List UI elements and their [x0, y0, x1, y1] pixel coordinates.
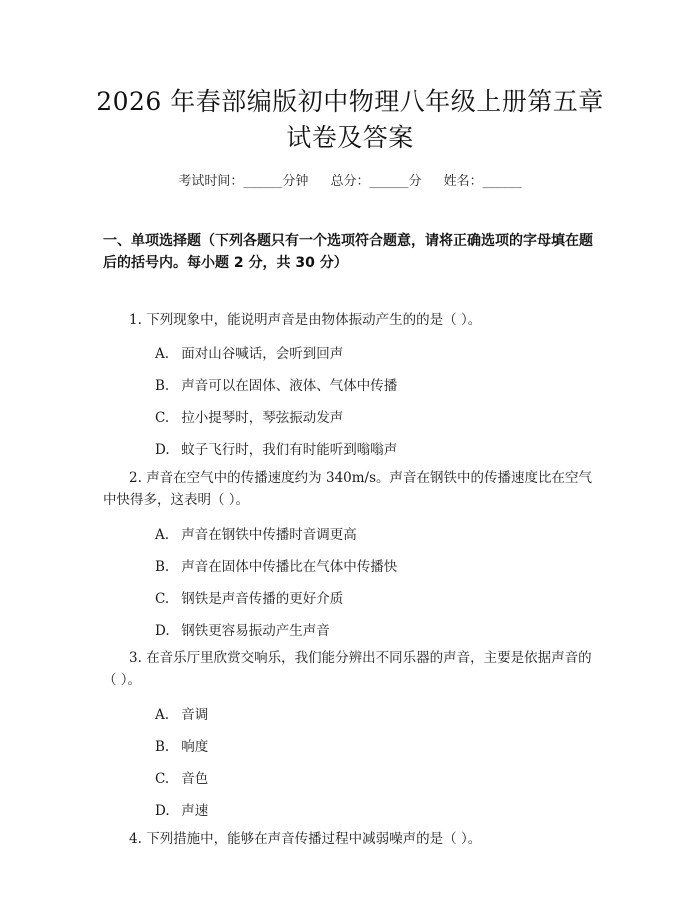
- option-1d: [155, 440, 397, 460]
- option-letter: D.: [155, 442, 170, 458]
- option-2c: [155, 589, 343, 609]
- option-text: 面对山谷喊话，会听到回声: [181, 346, 344, 362]
- question-text: 下列现象中，能说明声音是由物体振动产生的的是（ ）。: [146, 312, 482, 328]
- option-text: 蚊子飞行时，我们有时能听到嗡嗡声: [181, 442, 398, 458]
- option-letter: B.: [155, 378, 170, 394]
- option-3b: [155, 737, 208, 757]
- option-3c: [155, 769, 208, 789]
- question-2: [103, 467, 600, 511]
- question-3: [103, 647, 600, 691]
- option-letter: C.: [155, 410, 170, 426]
- option-letter: C.: [155, 591, 170, 607]
- question-4: [103, 828, 600, 850]
- option-text: 钢铁更容易振动产生声音: [181, 623, 330, 639]
- option-letter: A.: [155, 346, 170, 362]
- option-1b: [155, 376, 397, 396]
- option-1a: [155, 344, 343, 364]
- option-3d: [155, 801, 208, 821]
- name-field: 姓名：______: [443, 174, 522, 189]
- option-text: 拉小提琴时，琴弦振动发声: [181, 410, 344, 426]
- option-3a: [155, 705, 208, 725]
- option-text: 声音在固体中传播比在气体中传播快: [181, 559, 398, 575]
- option-letter: A.: [155, 527, 170, 543]
- question-text: 在音乐厅里欣赏交响乐，我们能分辨出不同乐器的声音，主要是依据声音的（ ）。: [103, 650, 592, 688]
- option-2a: [155, 525, 357, 545]
- exam-time-field: 考试时间：______分钟: [178, 174, 309, 189]
- question-number: 3.: [129, 650, 142, 666]
- total-score-field: 总分：______分: [330, 174, 422, 189]
- section-heading: 一、单项选择题（下列各题只有一个选项符合题意，请将正确选项的字母填在题后的括号内。每小题 2 分，共 30 分）: [103, 233, 593, 271]
- option-text: 声音在钢铁中传播时音调更高: [181, 527, 357, 543]
- question-number: 1.: [129, 312, 142, 328]
- option-text: 声音可以在固体、液体、气体中传播: [181, 378, 398, 394]
- option-2d: [155, 621, 330, 641]
- option-letter: A.: [155, 707, 170, 723]
- option-1c: [155, 408, 343, 428]
- option-2b: [155, 557, 397, 577]
- option-letter: D.: [155, 623, 170, 639]
- option-text: 声速: [181, 803, 209, 819]
- option-text: 音色: [181, 771, 209, 787]
- question-text: 下列措施中，能够在声音传播过程中减弱噪声的是（ ）。: [146, 831, 482, 847]
- question-number: 2.: [129, 470, 142, 486]
- page-title: [0, 84, 700, 156]
- title-line-2: 试卷及答案: [286, 123, 414, 152]
- option-letter: B.: [155, 739, 170, 755]
- option-letter: D.: [155, 803, 170, 819]
- option-letter: C.: [155, 771, 170, 787]
- option-text: 响度: [181, 739, 209, 755]
- title-line-1: 2026 年春部编版初中物理八年级上册第五章: [96, 87, 604, 116]
- question-number: 4.: [129, 831, 142, 847]
- exam-meta: [0, 170, 700, 189]
- question-text: 声音在空气中的传播速度约为 340m/s。声音在钢铁中的传播速度比在空气中快得多，这表明（ ）。: [103, 470, 593, 508]
- question-1: [103, 309, 600, 331]
- option-letter: B.: [155, 559, 170, 575]
- option-text: 音调: [181, 707, 209, 723]
- option-text: 钢铁是声音传播的更好介质: [181, 591, 344, 607]
